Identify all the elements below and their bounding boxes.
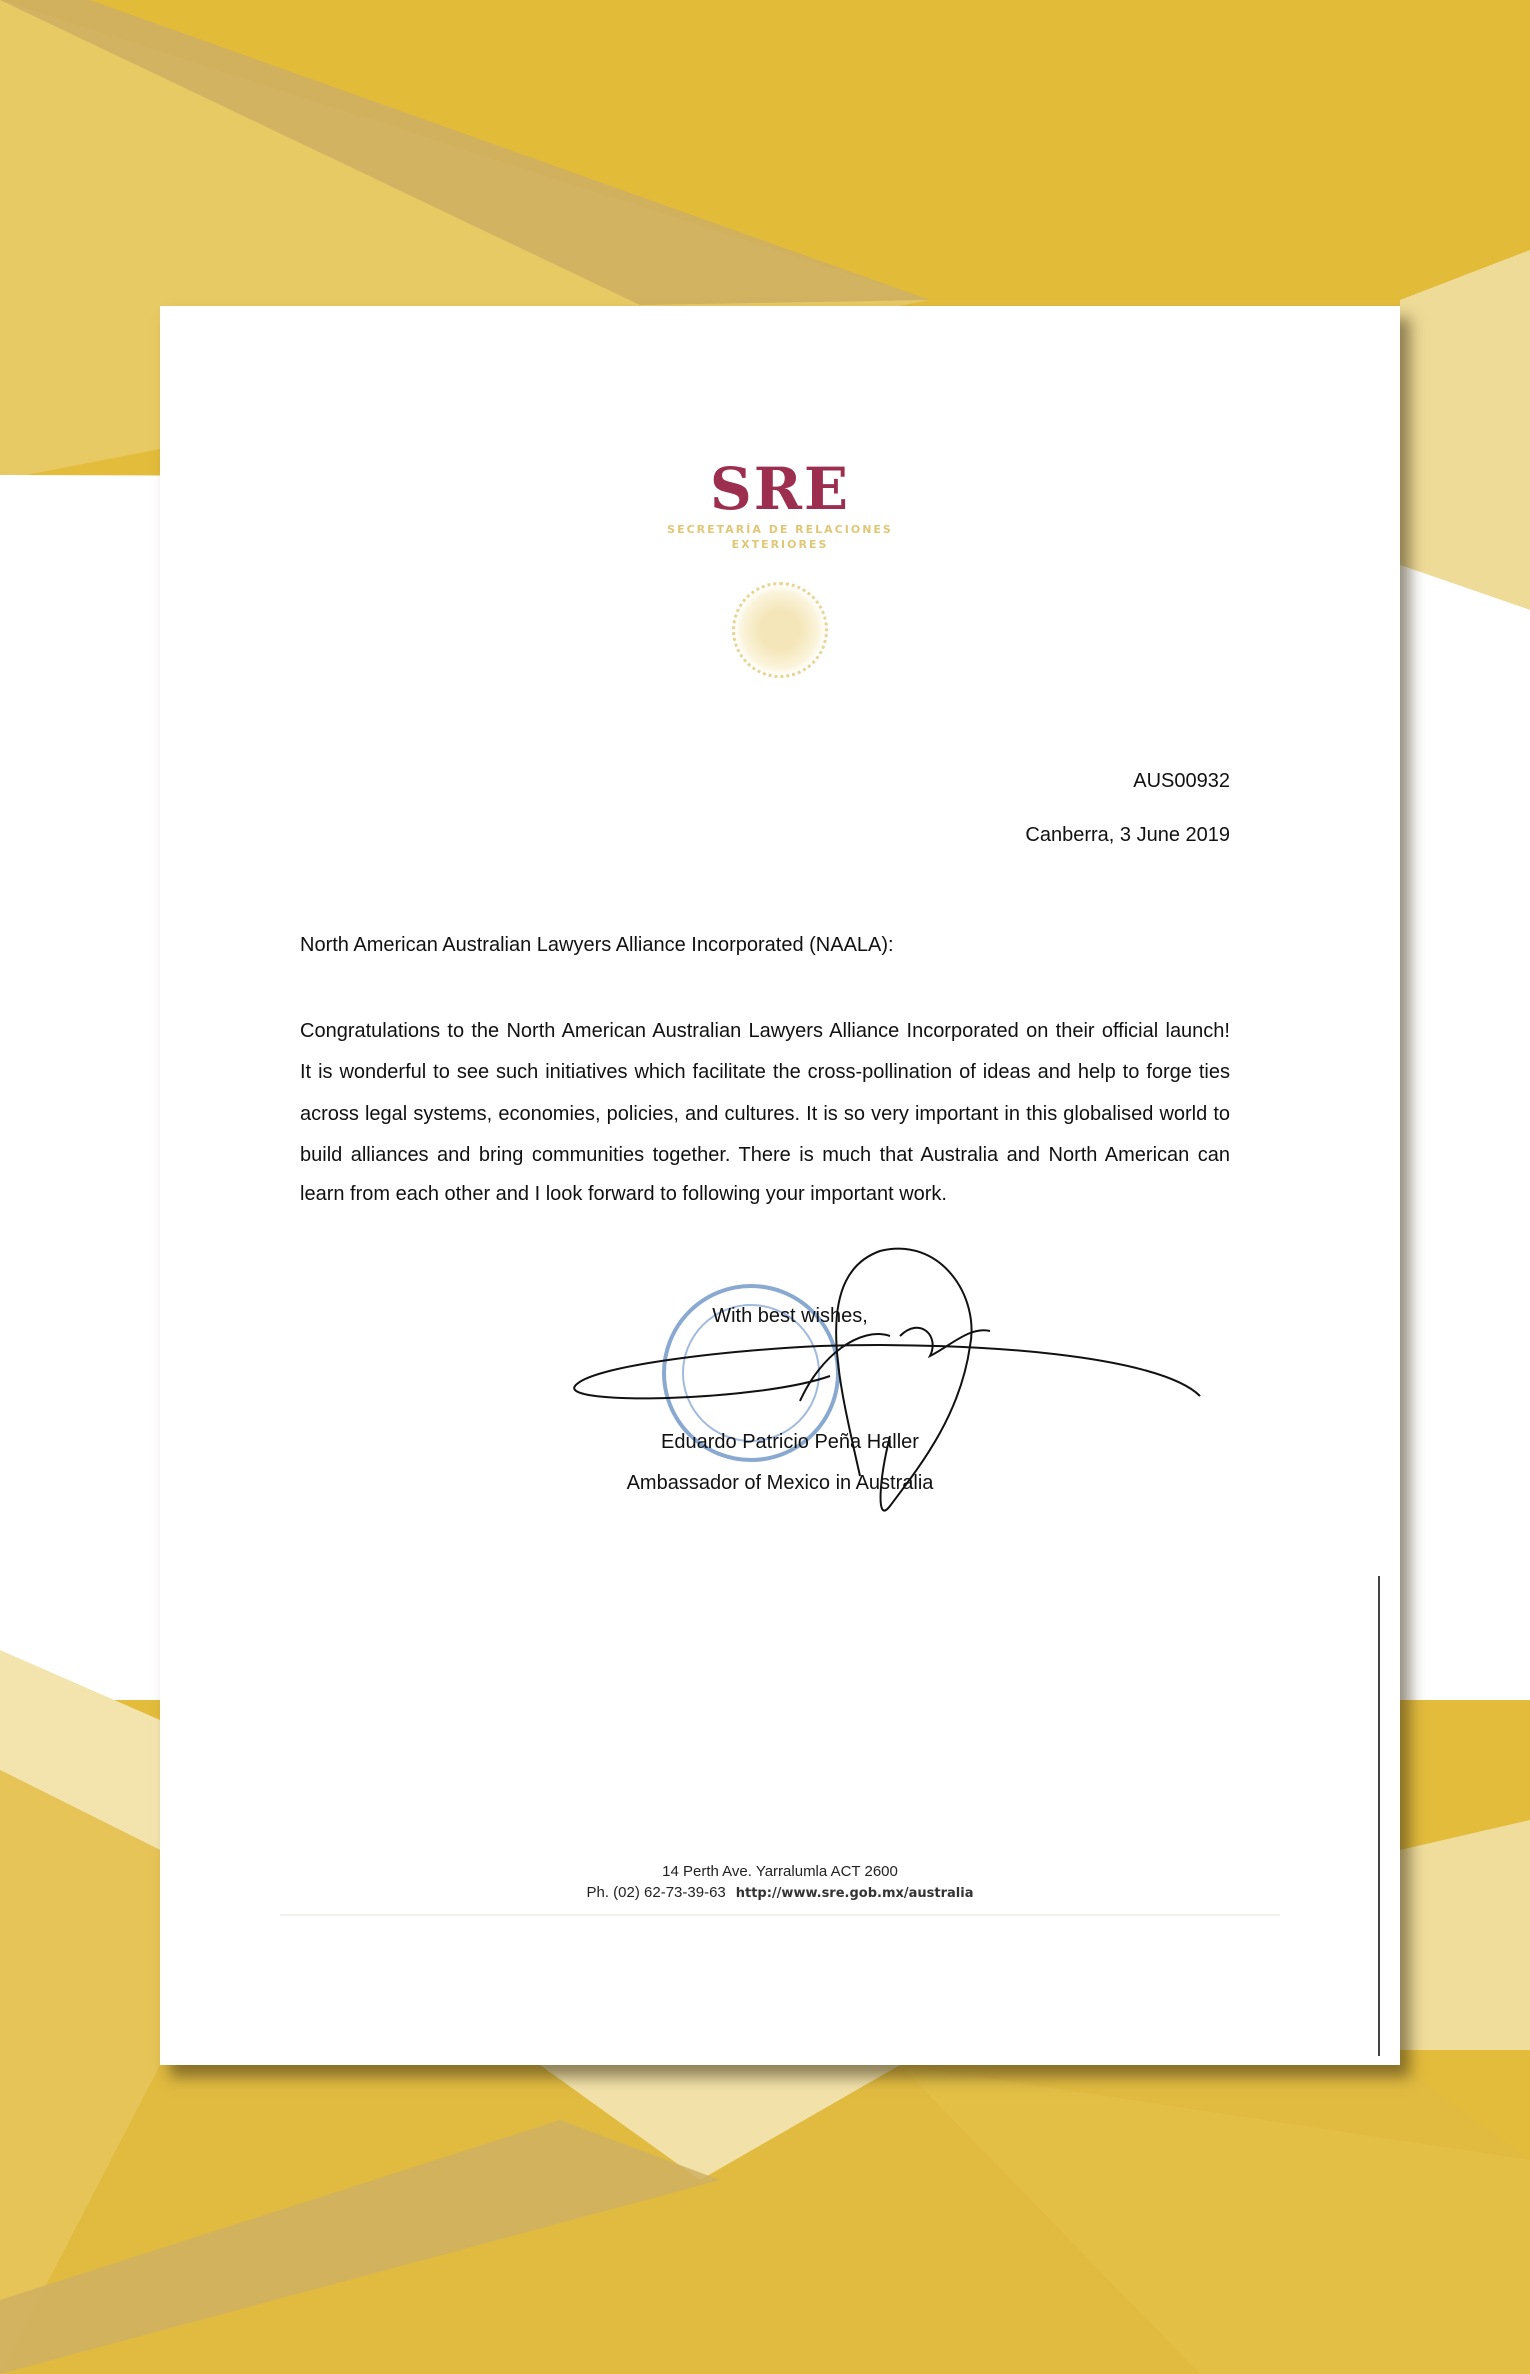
letter-page	[160, 306, 1400, 2065]
mexico-coat-of-arms-seal-icon	[732, 582, 828, 678]
reference-number: AUS00932	[1133, 770, 1230, 792]
sre-logo: SRE	[709, 455, 851, 523]
scan-edge-line	[1378, 1576, 1380, 2056]
sre-letterhead	[160, 456, 1400, 552]
footer-address: 14 Perth Ave. Yarralumla ACT 2600	[662, 1863, 898, 1880]
place-date: Canberra, 3 June 2019	[1025, 824, 1230, 846]
closing: With best wishes,	[712, 1305, 868, 1327]
letterhead-subtitle-2: EXTERIORES	[731, 538, 829, 551]
footer-url[interactable]: http://www.sre.gob.mx/australia	[735, 1886, 974, 1901]
body-line: It is wonderful to see such initiatives which facilitate the cross-pollination of ideas and help to forge ties	[300, 1061, 1230, 1083]
body-line: across legal systems, economies, policies, and cultures. It is so very important in this globalised world to	[300, 1103, 1230, 1125]
signer-title: Ambassador of Mexico in Australia	[626, 1472, 934, 1494]
letterhead-subtitle-1: SECRETARÍA DE RELACIONES	[667, 523, 893, 536]
footer-divider	[280, 1914, 1280, 1916]
body-line: build alliances and bring communities together. There is much that Australia and North American can	[300, 1144, 1230, 1166]
footer-phone: Ph. (02) 62-73-39-63	[586, 1884, 726, 1901]
footer-contact	[160, 1884, 1400, 1901]
addressee: North American Australian Lawyers Alliance Incorporated (NAALA):	[300, 934, 894, 956]
body-line: learn from each other and I look forward to following your important work.	[300, 1183, 947, 1205]
signer-name: Eduardo Patricio Peña Haller	[661, 1431, 919, 1453]
body-line: Congratulations to the North American Australian Lawyers Alliance Incorporated on their official launch!	[300, 1020, 1230, 1042]
